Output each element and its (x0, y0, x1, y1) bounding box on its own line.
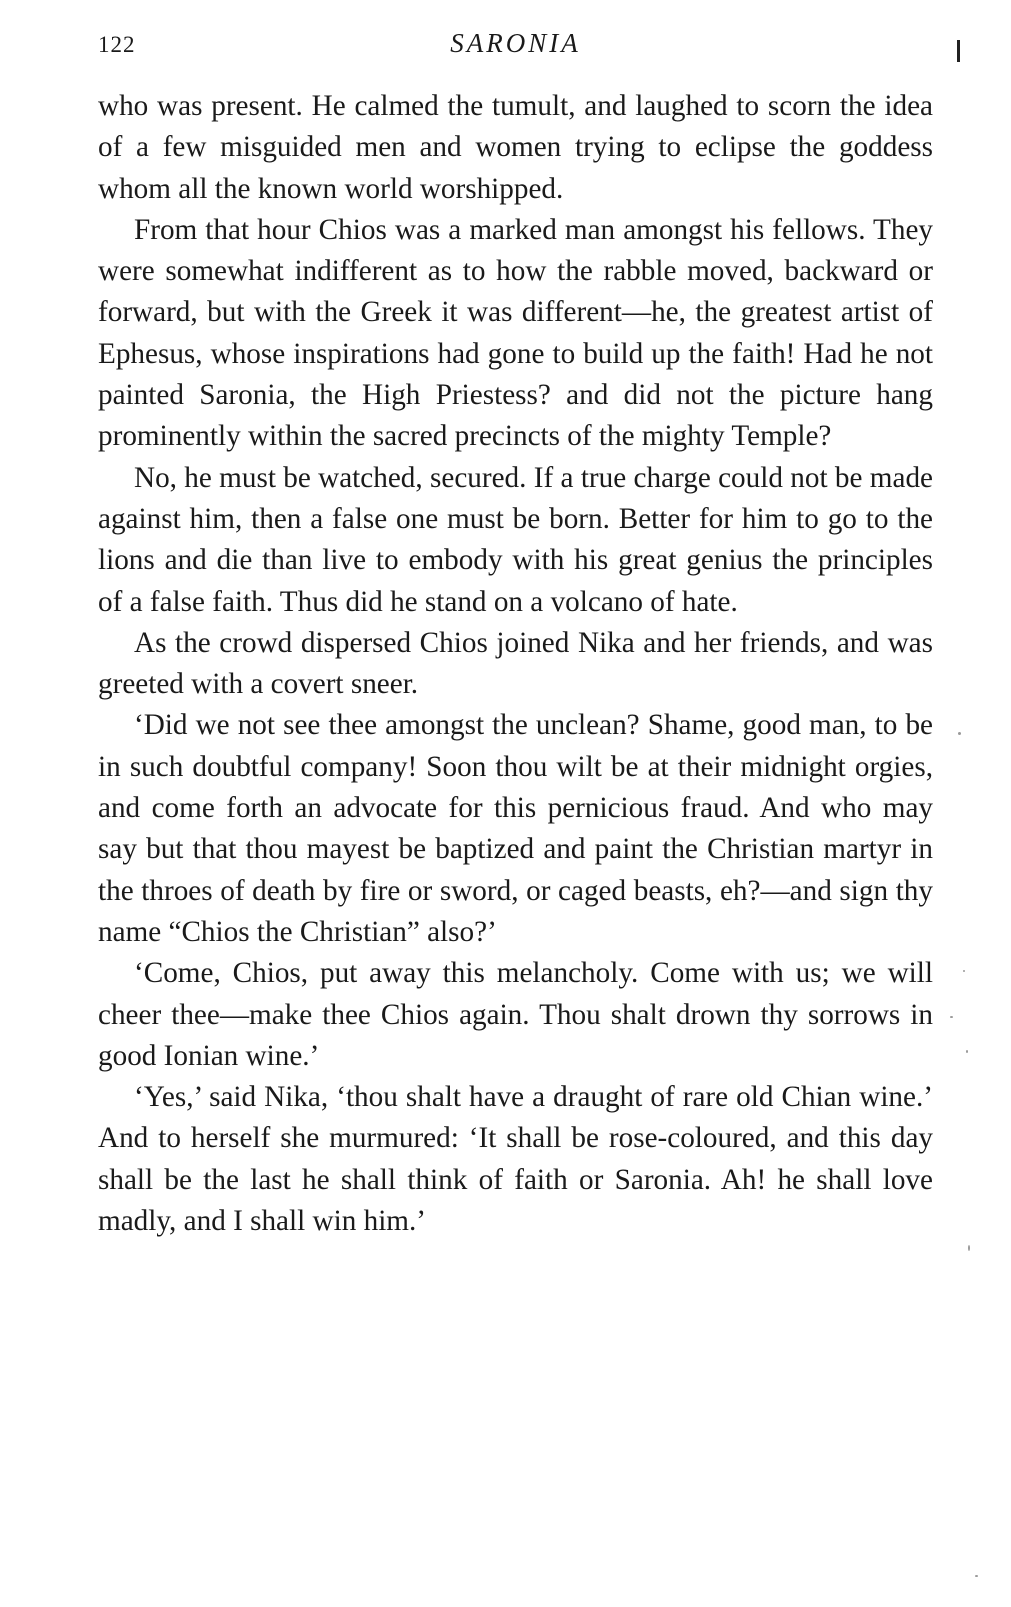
paragraph-5: ‘Did we not see thee amongst the unclean? Shame, good man, to be in such doubtful company! Soon thou wilt be at their midnight orgies, and come forth an advocate for this pernicious fraud. And who may say but that thou mayest be baptized and paint the Christian martyr in the throes of death by fire or sword, or caged beasts, eh?—and sign thy name “Chios the Christian” also?’ (98, 709, 933, 948)
paragraph-1: who was present. He calmed the tumult, and laughed to scorn the idea of a few misguided men and women trying to eclipse the goddess whom all the known world worshipped. (98, 90, 933, 205)
scan-speck (975, 1575, 978, 1577)
page-number: 122 (98, 32, 136, 57)
paragraph-6: ‘Come, Chios, put away this melancholy. Come with us; we will cheer thee—make thee Chios again. Thou shalt drown thy sorrows in good Ionian wine.’ (98, 957, 933, 1072)
body-text (98, 86, 933, 1242)
running-title: SARONIA (450, 28, 581, 58)
margin-mark (957, 40, 960, 62)
paragraph-3: No, he must be watched, secured. If a true charge could not be made against him, then a false one must be born. Better for him to go to the lions and die than live to embody with his great genius the principles of a false faith. Thus did he stand on a volcano of hate. (98, 461, 933, 618)
paragraph-2: From that hour Chios was a marked man amongst his fellows. They were somewhat indifferent as to how the rabble moved, backward or forward, but with the Greek it was different—he, the greatest artist of Ephesus, whose inspirations had gone to build up the faith! Had he not painted Saronia, the High Priestess? and did not the picture hang prominently within the sacred precincts of the mighty Temple? (98, 213, 933, 453)
scan-speck (950, 1016, 953, 1018)
scan-speck (963, 970, 965, 972)
scan-speck (966, 1050, 968, 1053)
scan-speck (958, 732, 961, 735)
scan-speck (968, 1245, 970, 1251)
running-head (98, 28, 933, 62)
paragraph-7: ‘Yes,’ said Nika, ‘thou shalt have a draught of rare old Chian wine.’ And to herself she murmured: ‘It shall be rose-coloured, and this day shall be the last he shall think of faith or Saronia. Ah! he shall love madly, and I shall win him.’ (98, 1081, 933, 1238)
paragraph-4: As the crowd dispersed Chios joined Nika and her friends, and was greeted with a covert sneer. (98, 626, 933, 701)
